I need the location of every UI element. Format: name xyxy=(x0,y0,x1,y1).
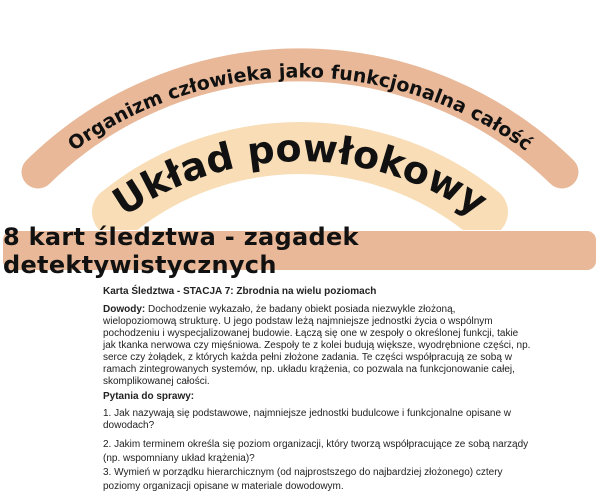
question-2: 2. Jakim terminem określa się poziom organizacji, który tworzą współpracujące ze sobą narządy (np. wspomniany układ krążenia)? xyxy=(103,439,529,464)
arc-subtitle: Organizm człowieka jako funkcjonalna całość xyxy=(63,60,537,156)
questions-label: Pytania do sprawy: xyxy=(103,391,195,402)
banner: 8 kart śledztwa - zagadek detektywistycznych xyxy=(3,231,596,270)
card-title: Karta Śledztwa - STACJA 7: Zbrodnia na wielu poziomach xyxy=(103,286,377,297)
header-graphic xyxy=(0,0,600,230)
question-3: 3. Wymień w porządku hierarchicznym (od najprostszego do najbardziej złożonego) cztery poziomy organizacji opisane w materiale dowodowym. xyxy=(103,467,503,492)
card-body xyxy=(103,286,531,494)
evidence-label: Dowody: xyxy=(103,304,146,315)
evidence-paragraph xyxy=(103,304,531,388)
question-1: 1. Jak nazywają się podstawowe, najmniejsze jednostki budulcowe i funkcjonalne opisane w dowodach? xyxy=(103,408,512,431)
arc-title: Układ powłokowy xyxy=(104,125,496,225)
evidence-text: Dochodzenie wykazało, że badany obiekt posiada niezwykle złożoną, wielopoziomową strukturę. U jego podstaw leżą najmniejsze jednostki życia o wspólnym pochodzeniu i wyspecjalizowanej budowie. Łączą się one w zespoły o określonej funkcji, takie jak tkanka nerwowa czy mięśniowa. Zespoły te z kolei budują większe, wyodrębnione części, np. serce czy żołądek, z których każda pełni złożone zadania. Te części współpracują ze sobą w ramach zintegrowanych systemów, np. układu krążenia, co pozwala na funkcjonowanie całej, skomplikowanej całości. xyxy=(103,304,531,387)
